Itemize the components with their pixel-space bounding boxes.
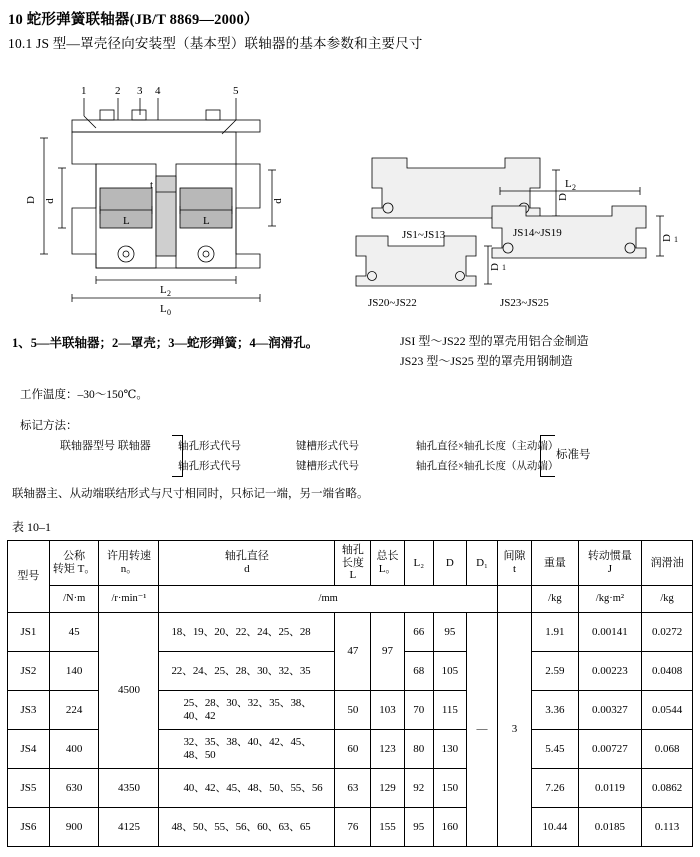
th-speed-line1: 许用转速 <box>106 550 151 563</box>
coupling-figure <box>0 58 700 318</box>
cell-d1: — <box>467 613 498 847</box>
cell-l2: 92 <box>404 769 433 808</box>
cell-l2: 95 <box>404 808 433 847</box>
table-units-row <box>8 586 693 613</box>
unit-torque: /N·m <box>49 586 99 613</box>
cell-d: 130 <box>433 730 466 769</box>
cell-gap: 3 <box>497 613 531 847</box>
th-speed-sym: n。 <box>120 563 138 575</box>
cell-l2: 80 <box>404 730 433 769</box>
unit-oil: /kg <box>642 586 693 613</box>
svg-text:2: 2 <box>167 289 171 298</box>
cell-bore-length: 63 <box>335 769 371 808</box>
cell-weight: 5.45 <box>532 730 578 769</box>
marking-brace-right <box>540 435 555 477</box>
th-inertia-sym: J <box>607 563 613 575</box>
cell-bore: 25、28、30、32、35、38、40、42 <box>159 691 335 730</box>
th-torque-sym: T。 <box>77 563 96 575</box>
cell-weight: 10.44 <box>532 808 578 847</box>
cell-speed: 4350 <box>99 769 159 808</box>
svg-text:L: L <box>565 178 572 190</box>
th-bore-length <box>335 541 371 586</box>
cell-d: 115 <box>433 691 466 730</box>
svg-text:4: 4 <box>155 85 161 97</box>
unit-speed: /r·min⁻¹ <box>99 586 159 613</box>
table-row <box>8 613 693 652</box>
cell-bore: 40、42、45、48、50、55、56 <box>159 769 335 808</box>
svg-text:3: 3 <box>137 85 143 97</box>
th-l2: L₂ <box>404 541 433 586</box>
th-model: 型号 <box>8 541 50 613</box>
spec-table <box>7 540 693 847</box>
cell-d: 160 <box>433 808 466 847</box>
svg-text:2: 2 <box>572 183 576 192</box>
cell-oil: 0.0544 <box>642 691 693 730</box>
cell-bore: 48、50、55、56、60、63、65 <box>159 808 335 847</box>
cell-model: JS2 <box>8 652 50 691</box>
th-bore-line1: 轴孔直径 <box>224 550 269 563</box>
marking-bore-dim-driving: 轴孔直径×轴孔长度（主动端） <box>416 440 559 452</box>
cell-bore-length: 60 <box>335 730 371 769</box>
cell-d: 95 <box>433 613 466 652</box>
cell-model: JS1 <box>8 613 50 652</box>
cell-inertia: 0.00727 <box>578 730 642 769</box>
table-row <box>8 769 693 808</box>
marking-brace-left <box>172 435 183 477</box>
th-bore-length-line1: 轴孔 <box>341 544 364 557</box>
cell-weight: 1.91 <box>532 613 578 652</box>
svg-text:D: D <box>661 234 673 242</box>
cell-model: JS6 <box>8 808 50 847</box>
cell-speed: 4500 <box>99 613 159 769</box>
unit-weight: /kg <box>532 586 578 613</box>
cell-torque: 900 <box>49 808 99 847</box>
cell-inertia: 0.00327 <box>578 691 642 730</box>
th-total-length-sym: L。 <box>378 563 397 575</box>
table-row <box>8 808 693 847</box>
th-total-length <box>371 541 404 586</box>
cell-model: JS5 <box>8 769 50 808</box>
svg-text:t: t <box>150 179 154 191</box>
th-gap-line1: 间隙 <box>503 550 526 563</box>
table-header-row <box>8 541 693 586</box>
cell-total-length: 123 <box>371 730 404 769</box>
svg-text:JS20~JS22: JS20~JS22 <box>368 297 417 309</box>
marking-keyway-type-2: 键槽形式代号 <box>296 460 359 472</box>
svg-text:d: d <box>272 198 284 204</box>
marking-standard-label: 标准号 <box>556 449 591 461</box>
working-temperature: 工作温度：–30～150℃。 <box>20 389 148 401</box>
cell-d: 105 <box>433 652 466 691</box>
th-speed <box>99 541 159 586</box>
th-gap <box>497 541 531 586</box>
marking-method-title: 标记方法： <box>20 420 78 432</box>
cell-model: JS4 <box>8 730 50 769</box>
cell-oil: 0.068 <box>642 730 693 769</box>
svg-text:d: d <box>44 198 56 204</box>
th-inertia-line1: 转动惯量 <box>587 550 632 563</box>
th-d1: D₁ <box>467 541 498 586</box>
th-bore <box>159 541 335 586</box>
page-title: 10 蛇形弹簧联轴器(JB/T 8869—2000） <box>8 12 259 28</box>
svg-text:D: D <box>489 263 501 271</box>
marking-bore-type: 轴孔形式代号 <box>178 440 241 452</box>
svg-text:D: D <box>25 196 37 204</box>
svg-text:L: L <box>203 215 210 227</box>
cell-inertia: 0.00223 <box>578 652 642 691</box>
cell-total-length: 155 <box>371 808 404 847</box>
th-total-length-line1: 总长 <box>376 550 399 563</box>
cell-total-length: 103 <box>371 691 404 730</box>
cell-torque: 45 <box>49 613 99 652</box>
svg-text:1: 1 <box>674 235 678 244</box>
cell-inertia: 0.00141 <box>578 613 642 652</box>
section-heading: 10.1 JS 型—罩壳径向安装型（基本型）联轴器的基本参数和主要尺寸 <box>8 36 423 51</box>
cell-l2: 68 <box>404 652 433 691</box>
th-weight: 重量 <box>532 541 578 586</box>
cell-weight: 3.36 <box>532 691 578 730</box>
material-note-aluminum: JSI 型～JS22 型的罩壳用铝合金制造 <box>400 334 589 348</box>
cell-oil: 0.113 <box>642 808 693 847</box>
th-torque <box>49 541 99 586</box>
cell-torque: 400 <box>49 730 99 769</box>
svg-text:1: 1 <box>81 85 87 97</box>
marking-keyway-type: 键槽形式代号 <box>296 440 359 452</box>
marking-note: 联轴器主、从动端联结形式与尺寸相同时，只标记一端，另一端省略。 <box>12 488 369 500</box>
cell-bore-length: 76 <box>335 808 371 847</box>
unit-gap <box>497 586 531 613</box>
figure-area <box>0 58 700 318</box>
svg-text:JS1~JS13: JS1~JS13 <box>402 229 446 241</box>
th-torque-line2: 转矩 <box>52 563 75 575</box>
cell-total-length: 129 <box>371 769 404 808</box>
marking-bore-type-2: 轴孔形式代号 <box>178 460 241 472</box>
svg-text:2: 2 <box>115 85 121 97</box>
svg-text:L: L <box>160 303 167 315</box>
cell-weight: 7.26 <box>532 769 578 808</box>
unit-mm: /mm <box>159 586 497 613</box>
svg-text:JS14~JS19: JS14~JS19 <box>513 227 562 239</box>
cell-torque: 630 <box>49 769 99 808</box>
cell-l2: 70 <box>404 691 433 730</box>
cell-bore-length: 50 <box>335 691 371 730</box>
svg-text:JS23~JS25: JS23~JS25 <box>500 297 549 309</box>
cell-oil: 0.0272 <box>642 613 693 652</box>
svg-text:D: D <box>557 193 569 201</box>
th-bore-length-line2: 长度 <box>341 556 364 569</box>
marking-bore-dim-driven: 轴孔直径×轴孔长度（从动端） <box>416 460 559 472</box>
cell-d: 150 <box>433 769 466 808</box>
svg-text:L: L <box>160 284 167 296</box>
cell-inertia: 0.0119 <box>578 769 642 808</box>
cell-speed: 4125 <box>99 808 159 847</box>
cell-oil: 0.0408 <box>642 652 693 691</box>
th-bore-length-sym: L <box>349 569 357 582</box>
svg-text:0: 0 <box>167 308 171 317</box>
cell-l2: 66 <box>404 613 433 652</box>
cell-torque: 224 <box>49 691 99 730</box>
cell-bore-length: 47 <box>335 613 371 691</box>
th-bore-sym: d <box>244 563 250 575</box>
unit-inertia: /kg·m² <box>578 586 642 613</box>
th-inertia <box>578 541 642 586</box>
th-oil: 润滑油 <box>642 541 693 586</box>
material-note-steel: JS23 型～JS25 型的罩壳用钢制造 <box>400 354 573 368</box>
svg-text:1: 1 <box>502 263 506 272</box>
cell-torque: 140 <box>49 652 99 691</box>
table-caption: 表 10–1 <box>12 520 52 534</box>
svg-text:5: 5 <box>233 85 239 97</box>
th-gap-sym: t <box>512 563 517 575</box>
cell-inertia: 0.0185 <box>578 808 642 847</box>
figure-legend: 1、5—半联轴器；2—罩壳；3—蛇形弹簧；4—润滑孔。 <box>12 336 319 350</box>
cell-oil: 0.0862 <box>642 769 693 808</box>
cell-weight: 2.59 <box>532 652 578 691</box>
cell-bore: 18、19、20、22、24、25、28 <box>159 613 335 652</box>
cell-bore: 22、24、25、28、30、32、35 <box>159 652 335 691</box>
svg-text:L: L <box>123 215 130 227</box>
cell-total-length: 97 <box>371 613 404 691</box>
cell-bore: 32、35、38、40、42、45、48、50 <box>159 730 335 769</box>
th-d: D <box>433 541 466 586</box>
marking-model-label: 联轴器型号 联轴器 <box>60 440 151 452</box>
cell-model: JS3 <box>8 691 50 730</box>
th-torque-line1: 公称 <box>63 550 86 563</box>
